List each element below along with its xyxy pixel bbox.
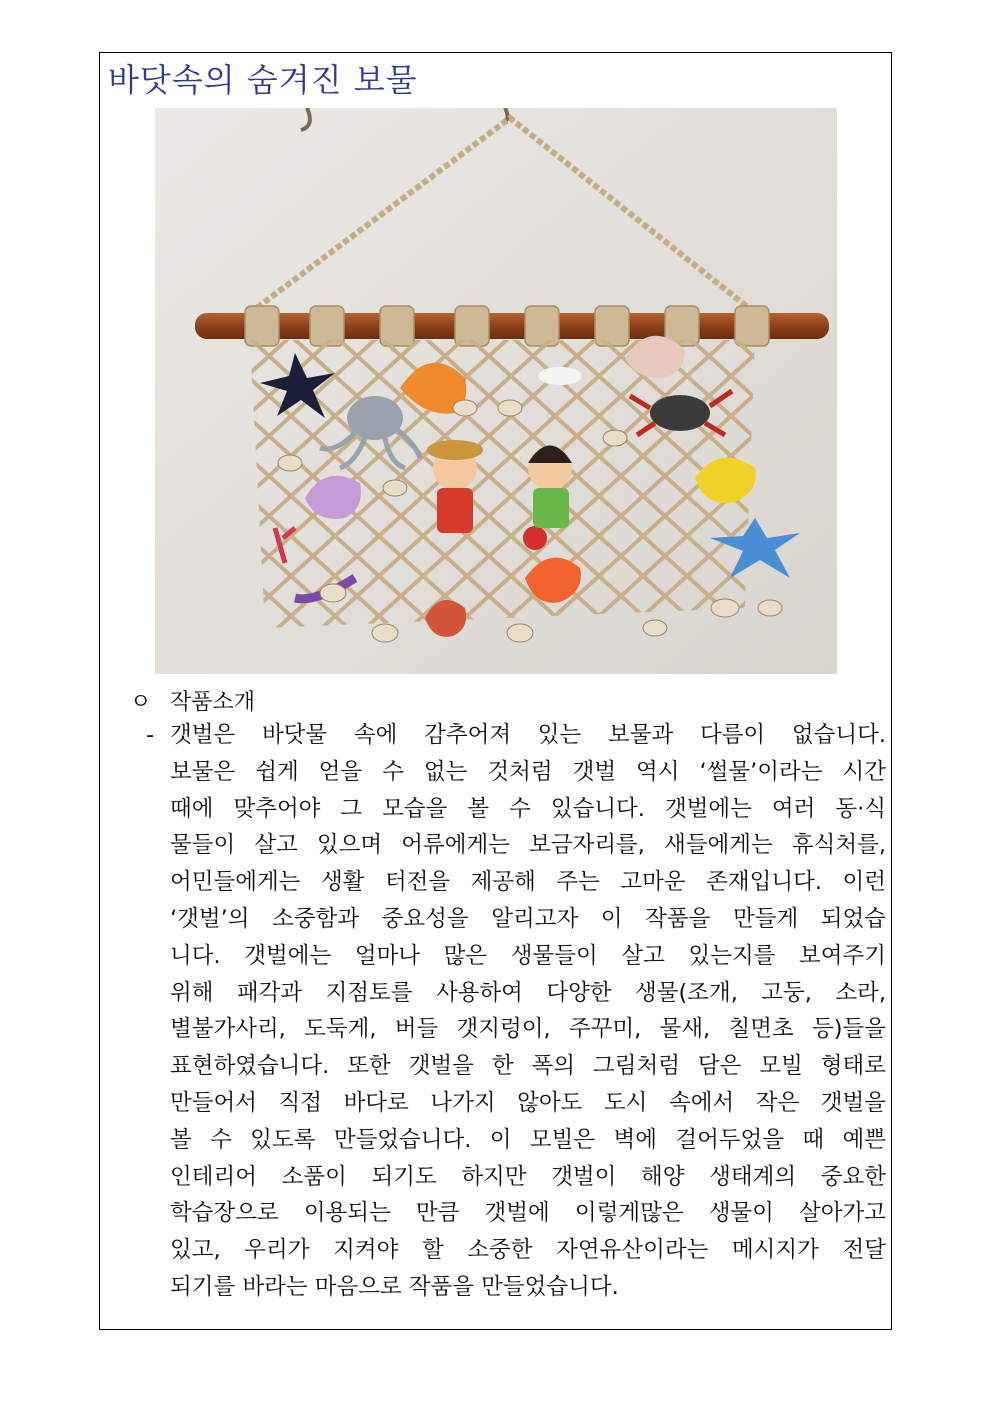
description-line: 물들이 살고 있으며 어류에게는 보금자리를, 새들에게는 휴식처를, — [170, 832, 886, 859]
description-line: 만들어서 직접 바다로 나가지 않아도 도시 속에서 작은 갯벌을 — [170, 1089, 886, 1116]
description-line: 위해 패각과 지점토를 사용하여 다양한 생물(조개, 고둥, 소라, — [170, 979, 886, 1006]
document-frame — [99, 52, 892, 1330]
description-line: 되기를 바라는 마음으로 작품을 만들었습니다. — [170, 1273, 619, 1300]
description-line: 니다. 갯벌에는 얼마나 많은 생물들이 살고 있는지를 보여주기 — [170, 942, 886, 969]
description-paragraph — [146, 717, 886, 1306]
description-line: 학습장으로 이용되는 만큼 갯벌에 이렇게많은 생물이 살아가고 — [170, 1200, 886, 1227]
page-title: 바닷속의 숨겨진 보물 — [108, 61, 418, 99]
section-bullet: ㅇ — [130, 690, 152, 715]
description-line: 때에 맞추어야 그 모습을 볼 수 있습니다. 갯벌에는 여러 동·식 — [170, 795, 886, 822]
description-line: 표현하였습니다. 또한 갯벌을 한 폭의 그림처럼 담은 모빌 형태로 — [170, 1053, 886, 1080]
description-lines — [170, 717, 886, 1306]
description-line: 있고, 우리가 지켜야 할 소중한 자연유산이라는 메시지가 전달 — [170, 1237, 886, 1264]
artwork-illustration — [155, 108, 837, 674]
artwork-photo — [155, 108, 837, 674]
description-line: 볼 수 있도록 만들었습니다. 이 모빌은 벽에 걸어두었을 때 예쁜 — [170, 1126, 886, 1153]
section-heading-text: 작품소개 — [170, 690, 256, 715]
description-line: 인테리어 소품이 되기도 하지만 갯벌이 해양 생태계의 중요한 — [170, 1163, 886, 1190]
description-line: 갯벌은 바닷물 속에 감추어져 있는 보물과 다름이 없습니다. — [170, 722, 886, 748]
list-dash: - — [146, 722, 155, 748]
description-line: ‘갯벌’의 소중함과 중요성을 알리고자 이 작품을 만들게 되었습 — [170, 905, 886, 932]
section-heading — [130, 685, 255, 716]
description-line: 별불가사리, 도둑게, 버들 갯지렁이, 주꾸미, 물새, 칠면초 등)들을 — [170, 1016, 886, 1043]
description-line: 보물은 쉽게 얻을 수 없는 것처럼 갯벌 역시 ‘썰물’이라는 시간 — [170, 758, 886, 785]
description-line: 어민들에게는 생활 터전을 제공해 주는 고마운 존재입니다. 이런 — [170, 869, 886, 896]
